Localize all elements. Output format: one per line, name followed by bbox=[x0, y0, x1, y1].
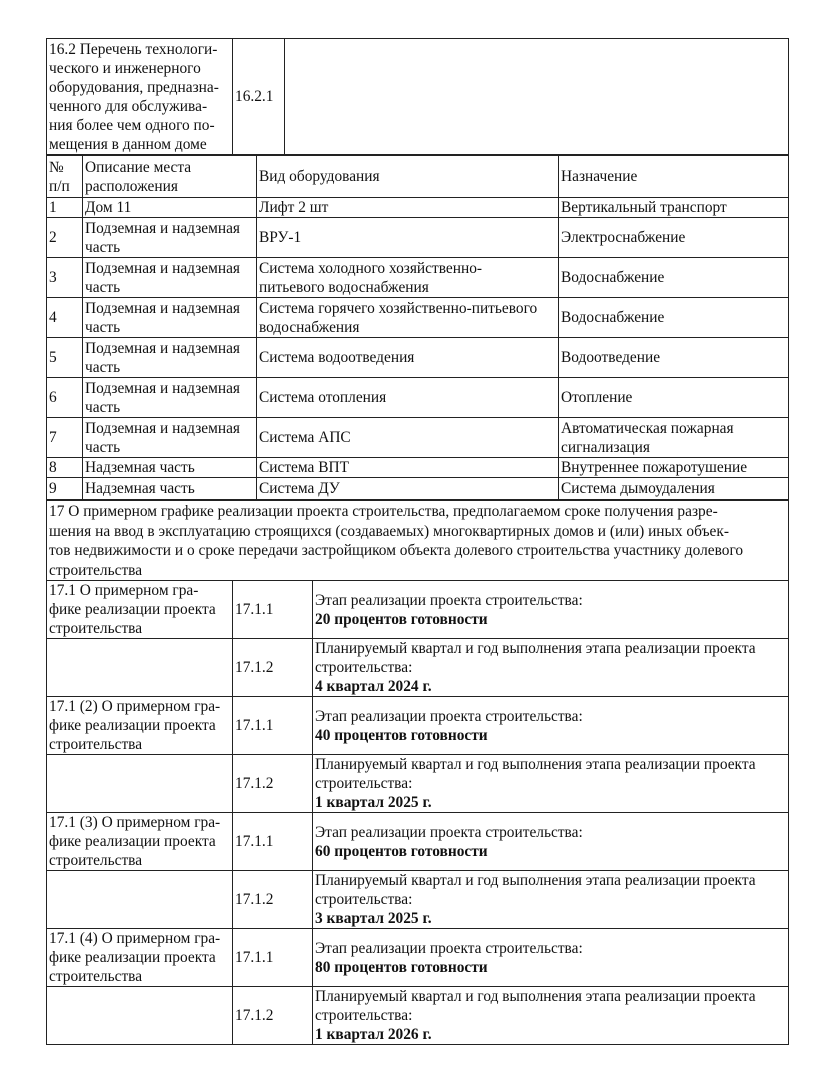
row-type bbox=[257, 298, 559, 338]
row-type bbox=[257, 258, 559, 298]
stage-cell bbox=[313, 929, 789, 987]
row-purpose-line: Водоснабжение bbox=[561, 309, 665, 326]
title-line: оборудования, предназна- bbox=[49, 79, 219, 96]
empty-cell bbox=[47, 871, 233, 929]
row-location bbox=[83, 218, 257, 258]
row-num: 8 bbox=[47, 458, 83, 478]
section-16-2-value bbox=[285, 39, 789, 155]
header-location-line: Описание места bbox=[85, 158, 192, 176]
stage-label bbox=[47, 929, 233, 987]
stage-label bbox=[47, 697, 233, 755]
stage-label-line: строительства bbox=[49, 620, 143, 637]
quarter-label-line: строительства: bbox=[315, 1007, 413, 1024]
row-purpose-line: Отопление bbox=[561, 389, 633, 406]
row-purpose bbox=[559, 298, 789, 338]
row-location-line: часть bbox=[85, 398, 121, 416]
row-type-line: ВРУ-1 bbox=[259, 229, 302, 246]
row-num: 1 bbox=[47, 198, 83, 218]
row-location-line: часть bbox=[85, 278, 121, 296]
header-type: Вид оборудования bbox=[257, 156, 559, 198]
row-num: 5 bbox=[47, 338, 83, 378]
stage-label bbox=[47, 813, 233, 871]
row-num: 3 bbox=[47, 258, 83, 298]
row-purpose bbox=[559, 478, 789, 500]
quarter-cell bbox=[313, 987, 789, 1045]
row-type bbox=[257, 418, 559, 458]
quarter-label-line: строительства: bbox=[315, 659, 413, 676]
stage-label-line: строительства bbox=[49, 968, 143, 985]
quarter-cell bbox=[313, 639, 789, 697]
stage-row bbox=[47, 581, 789, 639]
equipment-row bbox=[47, 258, 789, 298]
row-location bbox=[83, 478, 257, 500]
quarter-cell bbox=[313, 871, 789, 929]
stage-label-line: 17.1 (2) О примерном гра- bbox=[49, 698, 221, 715]
row-type bbox=[257, 338, 559, 378]
title-line: ченного для обслужива- bbox=[49, 98, 208, 115]
row-location-line: Подземная и надземная bbox=[85, 219, 240, 237]
row-type bbox=[257, 218, 559, 258]
section-16-2-table bbox=[46, 38, 789, 155]
row-purpose bbox=[559, 218, 789, 258]
row-num: 4 bbox=[47, 298, 83, 338]
quarter-label-line: Планируемый квартал и год выполнения этапа реализации проекта bbox=[315, 988, 756, 1005]
section-16-2-row bbox=[47, 39, 789, 155]
equipment-row bbox=[47, 458, 789, 478]
row-purpose bbox=[559, 378, 789, 418]
row-location-line: часть bbox=[85, 238, 121, 256]
quarter-row bbox=[47, 987, 789, 1045]
row-location bbox=[83, 418, 257, 458]
equipment-header-row bbox=[47, 156, 789, 198]
row-location-line: Подземная и надземная bbox=[85, 259, 240, 277]
row-purpose bbox=[559, 418, 789, 458]
row-location-line: Подземная и надземная bbox=[85, 379, 240, 397]
row-purpose-line: Вертикальный транспорт bbox=[561, 199, 727, 216]
empty-cell bbox=[47, 755, 233, 813]
row-purpose-line: Водоотведение bbox=[561, 349, 661, 366]
row-location bbox=[83, 258, 257, 298]
quarter-value: 1 квартал 2026 г. bbox=[315, 1026, 432, 1043]
row-location bbox=[83, 338, 257, 378]
row-type-line: Система горячего хозяйственно-питьевого bbox=[259, 299, 538, 317]
row-purpose bbox=[559, 458, 789, 478]
row-location-line: часть bbox=[85, 318, 121, 336]
row-location bbox=[83, 298, 257, 338]
title-line: тов недвижимости и о сроке передачи застройщиком объекта долевого строительства участнику долевого bbox=[49, 542, 744, 559]
quarter-value: 4 квартал 2024 г. bbox=[315, 678, 432, 695]
title-line: 16.2 Перечень технологи- bbox=[49, 41, 218, 58]
quarter-label-line: строительства: bbox=[315, 891, 413, 908]
equipment-table bbox=[46, 155, 789, 500]
equipment-row bbox=[47, 338, 789, 378]
title-line: ческого и инженерного bbox=[49, 60, 201, 77]
row-purpose-line: Внутреннее пожаротушение bbox=[561, 459, 748, 476]
quarter-cell bbox=[313, 755, 789, 813]
section-17-title bbox=[47, 501, 789, 581]
header-location-line: расположения bbox=[85, 177, 178, 195]
title-line: строительства bbox=[49, 561, 143, 579]
row-purpose-line: Система дымоудаления bbox=[561, 480, 715, 497]
row-type-line: Система водоотведения bbox=[259, 349, 415, 366]
header-num bbox=[47, 156, 83, 198]
row-location bbox=[83, 458, 257, 478]
title-line: шения на ввод в эксплуатацию строящихся (создаваемых) многоквартирных домов и (или) иных объек- bbox=[49, 522, 729, 540]
stage-value: 80 процентов готовности bbox=[315, 958, 488, 976]
row-purpose bbox=[559, 198, 789, 218]
row-type-line: Система отопления bbox=[259, 389, 387, 406]
stage-label-line: фике реализации проекта bbox=[49, 717, 216, 734]
stage-value: 20 процентов готовности bbox=[315, 610, 488, 628]
row-location-line: часть bbox=[85, 438, 121, 456]
row-purpose bbox=[559, 338, 789, 378]
quarter-label-line: Планируемый квартал и год выполнения этапа реализации проекта bbox=[315, 756, 756, 773]
equipment-row bbox=[47, 218, 789, 258]
quarter-code: 17.1.2 bbox=[233, 871, 313, 929]
row-type-line: Система АПС bbox=[259, 429, 351, 446]
quarter-code: 17.1.2 bbox=[233, 639, 313, 697]
row-type bbox=[257, 478, 559, 500]
row-location bbox=[83, 378, 257, 418]
section-16-2-title bbox=[47, 39, 233, 155]
row-location-line: Надземная часть bbox=[85, 480, 195, 497]
section-16-2-code: 16.2.1 bbox=[233, 39, 285, 155]
row-num: 2 bbox=[47, 218, 83, 258]
quarter-value: 3 квартал 2025 г. bbox=[315, 910, 432, 927]
stage-label-line: 17.1 (4) О примерном гра- bbox=[49, 930, 221, 947]
row-type-line: Лифт 2 шт bbox=[259, 199, 329, 216]
header-num-line: № bbox=[49, 158, 64, 176]
section-17-table bbox=[46, 500, 789, 1045]
empty-cell bbox=[47, 987, 233, 1045]
stage-value: 40 процентов готовности bbox=[315, 726, 488, 744]
row-purpose bbox=[559, 258, 789, 298]
stage-code: 17.1.1 bbox=[233, 697, 313, 755]
row-type bbox=[257, 198, 559, 218]
stage-cell bbox=[313, 697, 789, 755]
stage-cell bbox=[313, 813, 789, 871]
row-type-line: водоснабжения bbox=[259, 318, 360, 336]
row-location-line: Подземная и надземная bbox=[85, 299, 240, 317]
row-type-line: Система ВПТ bbox=[259, 459, 349, 476]
quarter-label-line: строительства: bbox=[315, 775, 413, 792]
section-17-header-row bbox=[47, 501, 789, 581]
stage-label-line: 17.1 (3) О примерном гра- bbox=[49, 814, 221, 831]
stage-label-line: фике реализации проекта bbox=[49, 833, 216, 850]
title-line: 17 О примерном графике реализации проекта строительства, предполагаемом сроке получения разре- bbox=[49, 503, 718, 520]
row-type-line: Система холодного хозяйственно- bbox=[259, 259, 483, 277]
row-location-line: Дом 11 bbox=[85, 199, 132, 216]
header-purpose: Назначение bbox=[559, 156, 789, 198]
stage-label-line: фике реализации проекта bbox=[49, 949, 216, 966]
stage-cell bbox=[313, 581, 789, 639]
header-num-line: п/п bbox=[49, 177, 70, 195]
row-location bbox=[83, 198, 257, 218]
empty-cell bbox=[47, 639, 233, 697]
row-type bbox=[257, 378, 559, 418]
row-purpose-line: Электроснабжение bbox=[561, 229, 686, 246]
stage-value: 60 процентов готовности bbox=[315, 842, 488, 860]
stage-label-text: Этап реализации проекта строительства: bbox=[315, 707, 583, 725]
quarter-code: 17.1.2 bbox=[233, 755, 313, 813]
quarter-label-line: Планируемый квартал и год выполнения этапа реализации проекта bbox=[315, 640, 756, 657]
quarter-row bbox=[47, 755, 789, 813]
stage-code: 17.1.1 bbox=[233, 929, 313, 987]
quarter-code: 17.1.2 bbox=[233, 987, 313, 1045]
row-location-line: Подземная и надземная bbox=[85, 419, 240, 437]
header-location bbox=[83, 156, 257, 198]
row-num: 6 bbox=[47, 378, 83, 418]
stage-row bbox=[47, 813, 789, 871]
stage-code: 17.1.1 bbox=[233, 581, 313, 639]
quarter-value: 1 квартал 2025 г. bbox=[315, 794, 432, 811]
equipment-row bbox=[47, 378, 789, 418]
stage-label-line: 17.1 О примерном гра- bbox=[49, 582, 199, 599]
quarter-row bbox=[47, 639, 789, 697]
row-type-line: питьевого водоснабжения bbox=[259, 278, 429, 296]
row-purpose-line: сигнализация bbox=[561, 438, 650, 456]
row-location-line: Надземная часть bbox=[85, 459, 195, 476]
row-type-line: Система ДУ bbox=[259, 480, 340, 497]
stage-label bbox=[47, 581, 233, 639]
row-num: 7 bbox=[47, 418, 83, 458]
row-purpose-line: Водоснабжение bbox=[561, 269, 665, 286]
quarter-label-line: Планируемый квартал и год выполнения этапа реализации проекта bbox=[315, 872, 756, 889]
equipment-row bbox=[47, 478, 789, 500]
stage-row bbox=[47, 929, 789, 987]
title-line: мещения в данном доме bbox=[49, 136, 207, 153]
stage-label-line: строительства bbox=[49, 736, 143, 753]
equipment-row bbox=[47, 418, 789, 458]
stage-label-line: строительства bbox=[49, 852, 143, 869]
stage-label-text: Этап реализации проекта строительства: bbox=[315, 823, 583, 841]
stage-row bbox=[47, 697, 789, 755]
quarter-row bbox=[47, 871, 789, 929]
stage-label-text: Этап реализации проекта строительства: bbox=[315, 591, 583, 609]
row-num: 9 bbox=[47, 478, 83, 500]
row-purpose-line: Автоматическая пожарная bbox=[561, 419, 734, 437]
equipment-row bbox=[47, 298, 789, 338]
document-page bbox=[46, 38, 788, 1045]
stage-label-line: фике реализации проекта bbox=[49, 601, 216, 618]
row-location-line: часть bbox=[85, 358, 121, 376]
equipment-row bbox=[47, 198, 789, 218]
title-line: ния более чем одного по- bbox=[49, 117, 215, 134]
row-type bbox=[257, 458, 559, 478]
row-location-line: Подземная и надземная bbox=[85, 339, 240, 357]
stage-code: 17.1.1 bbox=[233, 813, 313, 871]
stage-label-text: Этап реализации проекта строительства: bbox=[315, 939, 583, 957]
